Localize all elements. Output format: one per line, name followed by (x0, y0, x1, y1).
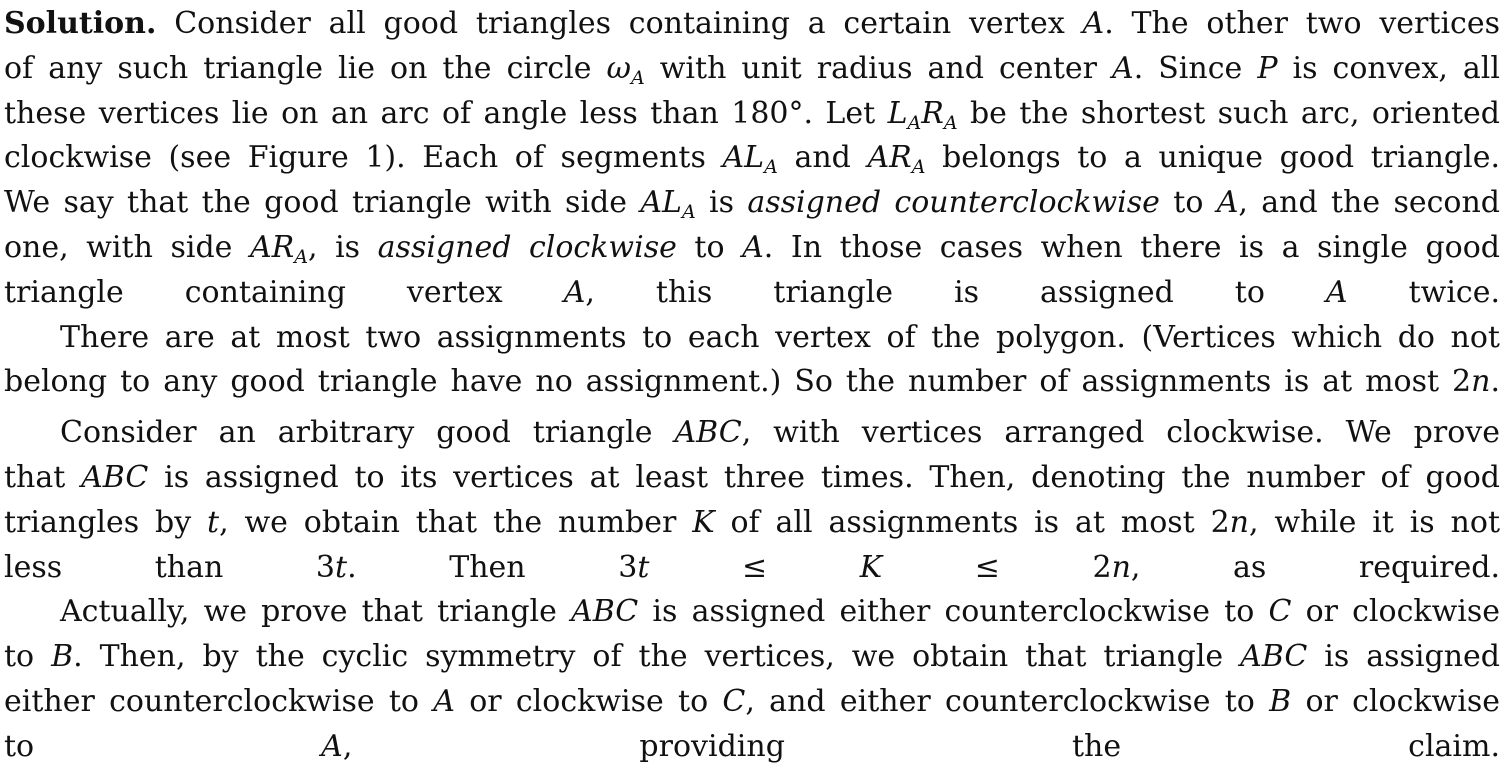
text-line: Consider an arbitrary good triangle ABC, with vertices arranged clockwise. We prove (60, 415, 1500, 451)
text-line: one, with side $AR_A$, is assigned clockwise to A. In those cases when there is a single good (4, 229, 1500, 268)
paragraph-arbitrary-triangle (4, 411, 1500, 590)
text-line: either counterclockwise to A or clockwise to C, and either counterclockwise to B or clockwise (4, 683, 1500, 719)
text-line: to B. Then, by the cyclic symmetry of the vertices, we obtain that triangle ABC is assigned (4, 639, 1500, 675)
document-page (4, 0, 1500, 770)
text-line: Actually, we prove that triangle ABC is assigned either counterclockwise to C or clockwise (60, 594, 1500, 630)
text-line: these vertices lie on an arc of angle less than 180°. Let $L_AR_A$ be the shortest such arc, oriented (4, 95, 1500, 134)
text-line: less than 3t. Then 3t ≤ K ≤ 2n, as required. (4, 549, 1500, 585)
paragraph-solution-intro (4, 2, 1500, 316)
solution-heading: Solution. (4, 6, 157, 41)
text-line: Solution. Consider all good triangles containing a certain vertex A. The other two vertices (4, 6, 1500, 41)
text-line: clockwise (see Figure 1). Each of segments $AL_A$ and $AR_A$ belongs to a unique good triangle. (4, 140, 1501, 179)
text-line: triangles by t, we obtain that the number K of all assignments is at most 2n, while it is not (4, 504, 1500, 540)
text-line: of any such triangle lie on the circle $\omega_A$ with unit radius and center A. Since P is convex, all (4, 50, 1500, 89)
text-line: We say that the good triangle with side $AL_A$ is assigned counterclockwise to A, and the second (4, 185, 1500, 224)
text-line: triangle containing vertex A, this triangle is assigned to A twice. (4, 274, 1501, 310)
text-line: that ABC is assigned to its vertices at least three times. Then, denoting the number of good (4, 459, 1500, 495)
paragraph-claim (4, 590, 1500, 769)
text-line: belong to any good triangle have no assignment.) So the number of assignments is at most 2n. (4, 364, 1500, 400)
text-line: to A, providing the claim. (4, 728, 1500, 764)
text-line: There are at most two assignments to each vertex of the polygon. (Vertices which do not (60, 319, 1500, 355)
paragraph-assignment-bound (4, 316, 1500, 406)
